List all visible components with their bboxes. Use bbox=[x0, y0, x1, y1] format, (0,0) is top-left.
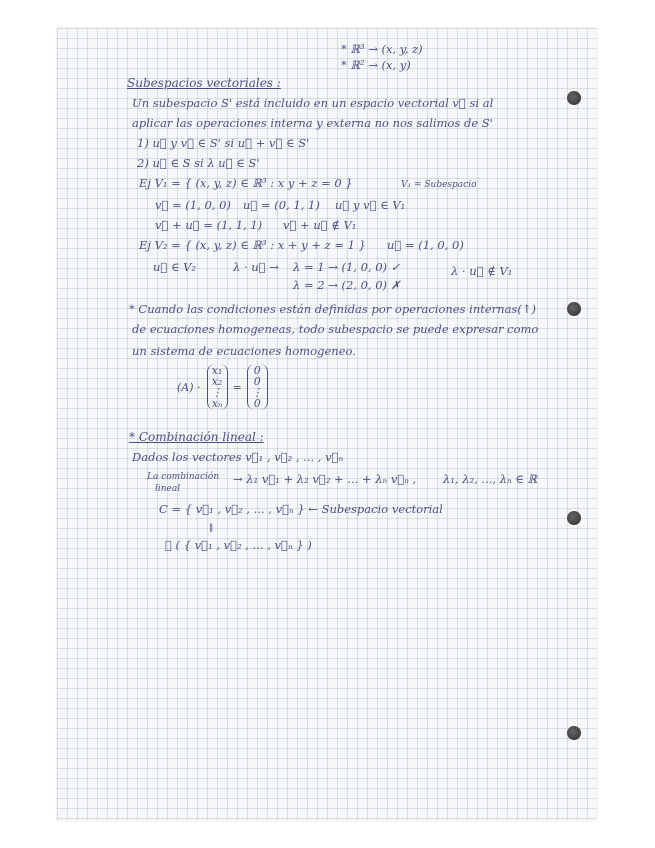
vectors-given: Dados los vectores v⃗₁ , v⃗₂ , ... , v⃗ₙ bbox=[132, 450, 344, 464]
binder-hole bbox=[567, 511, 581, 525]
equals-vertical: ∥ bbox=[209, 524, 214, 534]
combination-label-2: lineal bbox=[155, 484, 181, 494]
example-lambda-1: λ = 1 → (1, 0, 0) ✓ bbox=[293, 260, 401, 274]
example-u-in-v2: u⃗ ∈ V₂ bbox=[153, 260, 197, 274]
example-u-v2: u⃗ = (1, 0, 0) bbox=[387, 238, 464, 252]
note-r2: * ℝ² → (x, y) bbox=[341, 58, 411, 72]
homogeneous-system bbox=[177, 364, 268, 410]
side-note-subespacio: V₁ = Subespacio bbox=[401, 180, 477, 190]
zero-vector: 0 0 ⋮ 0 bbox=[247, 364, 268, 410]
span-notation: ℒ ( { v⃗₁ , v⃗₂ , ... , v⃗ₙ } ) bbox=[165, 538, 312, 552]
example-lambda-u: λ · u⃗ → bbox=[233, 260, 279, 274]
combination-label-1: La combinación bbox=[147, 472, 220, 482]
definition-line-1: Un subespacio S' está incluido en un espacio vectorial v⃗ si al bbox=[132, 96, 494, 110]
example-uv-in-v1: u⃗ y v⃗ ∈ V₁ bbox=[335, 198, 406, 212]
example-lambda-u-not-in: λ · u⃗ ∉ V₁ bbox=[451, 264, 513, 278]
example-v-value: v⃗ = (1, 0, 0) bbox=[155, 198, 231, 212]
binder-hole bbox=[567, 726, 581, 740]
matrix-label: (A) · bbox=[177, 380, 201, 394]
set-c-definition: C = { v⃗₁ , v⃗₂ , ... , v⃗ₙ } ← Subespacio vectorial bbox=[159, 502, 443, 516]
notebook-page bbox=[57, 28, 597, 820]
section-heading-subespacios: Subespacios vectoriales : bbox=[127, 76, 281, 90]
example-u-value: u⃗ = (0, 1, 1) bbox=[243, 198, 320, 212]
paragraph-line-1: * Cuando las condiciones están definidas por operaciones internas(↑) bbox=[129, 302, 536, 316]
condition-1: 1) u⃗ y v⃗ ∈ S' si u⃗ + v⃗ ∈ S' bbox=[137, 136, 310, 150]
binder-hole bbox=[567, 302, 581, 316]
binder-hole bbox=[567, 91, 581, 105]
condition-2: 2) u⃗ ∈ S si λ u⃗ ∈ S' bbox=[137, 156, 260, 170]
example-lambda-2: λ = 2 → (2, 0, 0) ✗ bbox=[293, 278, 401, 292]
linear-combination-expression: → λ₁ v⃗₁ + λ₂ v⃗₂ + ... + λₙ v⃗ₙ , bbox=[233, 472, 417, 486]
definition-line-2: aplicar las operaciones interna y externa no nos salimos de S' bbox=[132, 116, 493, 130]
section-heading-combinacion: * Combinación lineal : bbox=[129, 430, 264, 444]
example-sum-not-in: v⃗ + u⃗ ∉ V₁ bbox=[283, 218, 357, 232]
lambdas-in-r: λ₁, λ₂, ..., λₙ ∈ ℝ bbox=[443, 472, 538, 486]
paragraph-line-2: de ecuaciones homogeneas, todo subespacio se puede expresar como bbox=[132, 322, 539, 336]
paragraph-line-3: un sistema de ecuaciones homogeneo. bbox=[132, 344, 356, 358]
example-sum: v⃗ + u⃗ = (1, 1, 1) bbox=[155, 218, 263, 232]
equals-sign: = bbox=[232, 380, 242, 394]
unknowns-vector: x₁ x₂ ⋮ xₙ bbox=[207, 364, 228, 410]
example-v1-def: Ej V₁ = { (x, y, z) ∈ ℝ³ : x y + z = 0 } bbox=[139, 176, 353, 190]
note-r3: * ℝ³ → (x, y, z) bbox=[341, 42, 423, 56]
example-v2-def: Ej V₂ = { (x, y, z) ∈ ℝ³ : x + y + z = 1 } bbox=[139, 238, 366, 252]
